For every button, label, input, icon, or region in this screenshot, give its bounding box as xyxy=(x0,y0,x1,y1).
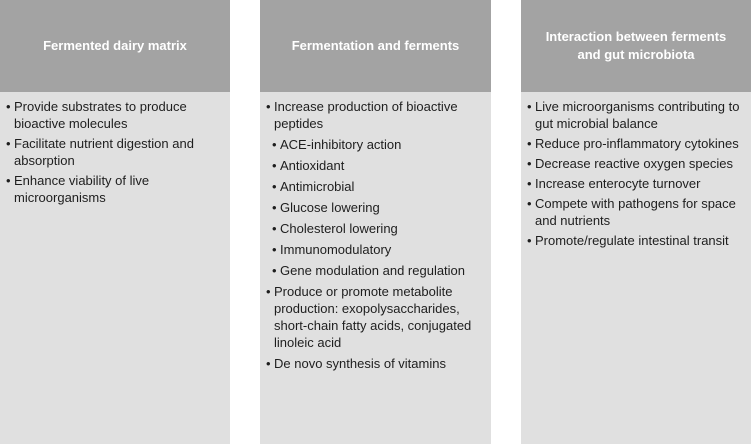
bullet-item: • Increase enterocyte turnover xyxy=(527,175,747,192)
bullet-item: • Enhance viability of live microorganisms xyxy=(6,172,226,206)
bullet-list xyxy=(527,98,747,249)
column-body xyxy=(0,92,230,444)
column-title: Fermentation and ferments xyxy=(291,38,460,53)
bullet-list xyxy=(6,98,226,206)
sub-bullet-item: • Cholesterol lowering xyxy=(272,220,487,237)
bullet-item: • Produce or promote metabolite production: exopolysaccharides, short-chain fatty acids, conjugated linoleic acid xyxy=(266,283,487,351)
bullet-list xyxy=(266,98,487,372)
bullet-item: • Decrease reactive oxygen species xyxy=(527,155,747,172)
bullet-item: • Promote/regulate intestinal transit xyxy=(527,232,747,249)
bullet-item: • Increase production of bioactive peptides xyxy=(266,98,487,132)
column-title: Interaction between ferments and gut microbiota xyxy=(545,29,727,62)
sub-bullet-item: • Immunomodulatory xyxy=(272,241,487,258)
sub-bullet-item: • Antioxidant xyxy=(272,157,487,174)
bullet-item: • Live microorganisms contributing to gut microbial balance xyxy=(527,98,747,132)
sub-bullet-item: • Glucose lowering xyxy=(272,199,487,216)
column-title: Fermented dairy matrix xyxy=(43,38,187,53)
column-body xyxy=(521,92,751,444)
bullet-item: • Provide substrates to produce bioactive molecules xyxy=(6,98,226,132)
bullet-item: • De novo synthesis of vitamins xyxy=(266,355,487,372)
column-interaction-gut-microbiota xyxy=(521,0,751,444)
column-header xyxy=(260,0,491,92)
bullet-item: • Facilitate nutrient digestion and absorption xyxy=(6,135,226,169)
sub-bullet-item: • ACE-inhibitory action xyxy=(272,136,487,153)
bullet-item: • Compete with pathogens for space and nutrients xyxy=(527,195,747,229)
bullet-item: • Reduce pro-inflammatory cytokines xyxy=(527,135,747,152)
column-fermented-dairy-matrix xyxy=(0,0,230,444)
sub-bullet-item: • Gene modulation and regulation xyxy=(272,262,487,279)
column-body xyxy=(260,92,491,444)
column-header xyxy=(521,0,751,92)
sub-bullet-item: • Antimicrobial xyxy=(272,178,487,195)
column-header xyxy=(0,0,230,92)
column-fermentation-and-ferments xyxy=(260,0,491,444)
